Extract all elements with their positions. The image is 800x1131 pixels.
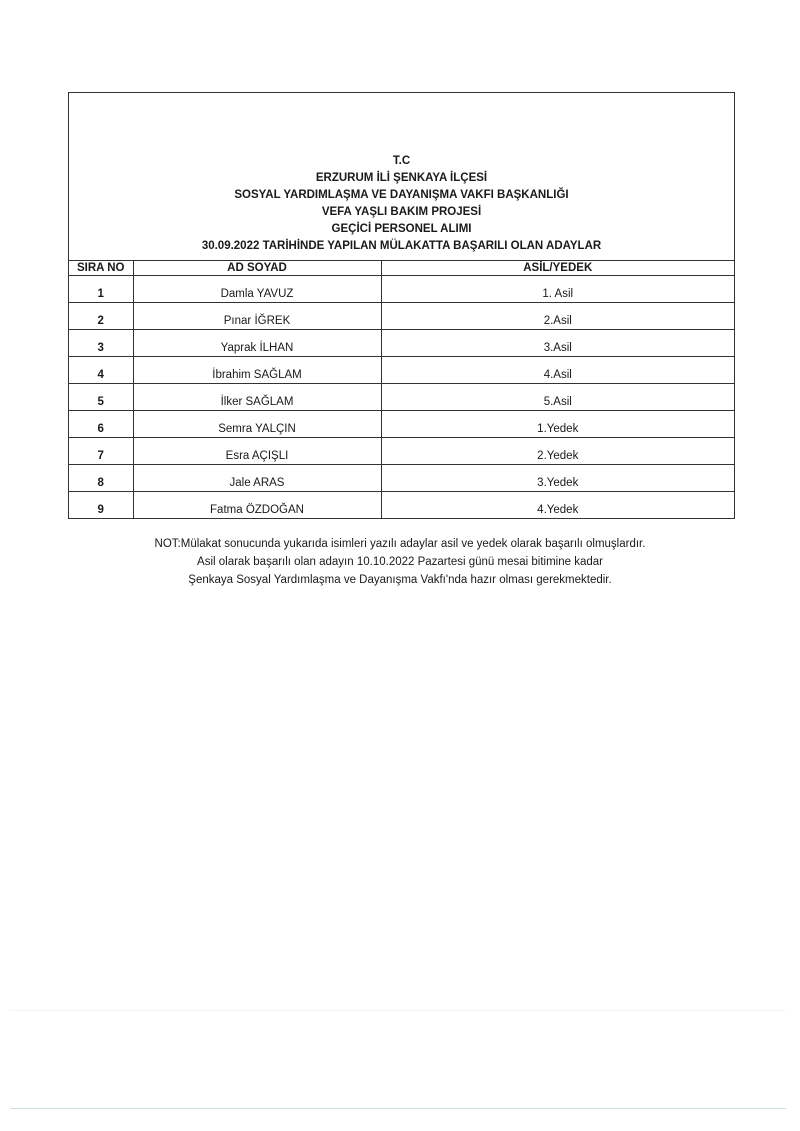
note-line: NOT:Mülakat sonucunda yukarıda isimleri yazılı adaylar asil ve yedek olarak başarılı olmuşlardır. (154, 538, 646, 550)
column-header-status: ASİL/YEDEK (381, 261, 734, 276)
row-number: 1 (69, 276, 133, 303)
candidates-table (69, 261, 734, 518)
row-status: 3.Asil (381, 330, 734, 357)
table-row (69, 411, 734, 438)
row-name: Pınar İĞREK (133, 303, 381, 330)
row-status: 1. Asil (381, 276, 734, 303)
table-row (69, 438, 734, 465)
scan-artifact-line (10, 1010, 786, 1011)
row-name: Yaprak İLHAN (133, 330, 381, 357)
row-number: 6 (69, 411, 133, 438)
table-row (69, 330, 734, 357)
note-line: Şenkaya Sosyal Yardımlaşma ve Dayanışma Vakfı'nda hazır olması gerekmektedir. (188, 574, 612, 586)
header-line-project: VEFA YAŞLI BAKIM PROJESİ (321, 206, 482, 218)
row-status: 3.Yedek (381, 465, 734, 492)
row-number: 3 (69, 330, 133, 357)
row-name: Semra YALÇIN (133, 411, 381, 438)
row-number: 7 (69, 438, 133, 465)
row-number: 4 (69, 357, 133, 384)
row-status: 4.Asil (381, 357, 734, 384)
row-status: 4.Yedek (537, 504, 579, 516)
table-header-row (69, 261, 734, 276)
table-row (69, 465, 734, 492)
row-status: 5.Asil (381, 384, 734, 411)
header-line-foundation: SOSYAL YARDIMLAŞMA VE DAYANIŞMA VAKFI BAŞKANLIĞI (234, 189, 569, 201)
row-name: İbrahim SAĞLAM (133, 357, 381, 384)
table-row (69, 357, 734, 384)
row-number: 2 (69, 303, 133, 330)
row-status: 1.Yedek (381, 411, 734, 438)
table-row (69, 276, 734, 303)
header-line-recruitment: GEÇİCİ PERSONEL ALIMI (331, 223, 472, 235)
table-row (69, 384, 734, 411)
row-name: İlker SAĞLAM (133, 384, 381, 411)
header-line-tc: T.C (392, 155, 411, 167)
row-number: 8 (69, 465, 133, 492)
footer-divider (10, 1108, 786, 1109)
row-status: 2.Asil (381, 303, 734, 330)
row-number: 5 (69, 384, 133, 411)
column-header-name: AD SOYAD (133, 261, 381, 276)
document-header (69, 93, 734, 261)
row-name: Jale ARAS (133, 465, 381, 492)
table-row (69, 492, 734, 519)
note-line: Asil olarak başarılı olan adayın 10.10.2022 Pazartesi günü mesai bitimine kadar (197, 556, 603, 568)
column-header-no: SIRA NO (69, 261, 133, 276)
note-paragraph (0, 535, 800, 589)
results-document (68, 92, 735, 519)
row-name: Damla YAVUZ (133, 276, 381, 303)
row-status: 2.Yedek (381, 438, 734, 465)
table-row (69, 303, 734, 330)
header-line-province: ERZURUM İLİ ŞENKAYA İLÇESİ (315, 172, 488, 184)
row-name: Esra AÇIŞLI (133, 438, 381, 465)
header-line-results-title: 30.09.2022 TARİHİNDE YAPILAN MÜLAKATTA BAŞARILI OLAN ADAYLAR (201, 240, 602, 252)
row-name: Fatma ÖZDOĞAN (133, 492, 381, 519)
row-number: 9 (69, 492, 133, 519)
